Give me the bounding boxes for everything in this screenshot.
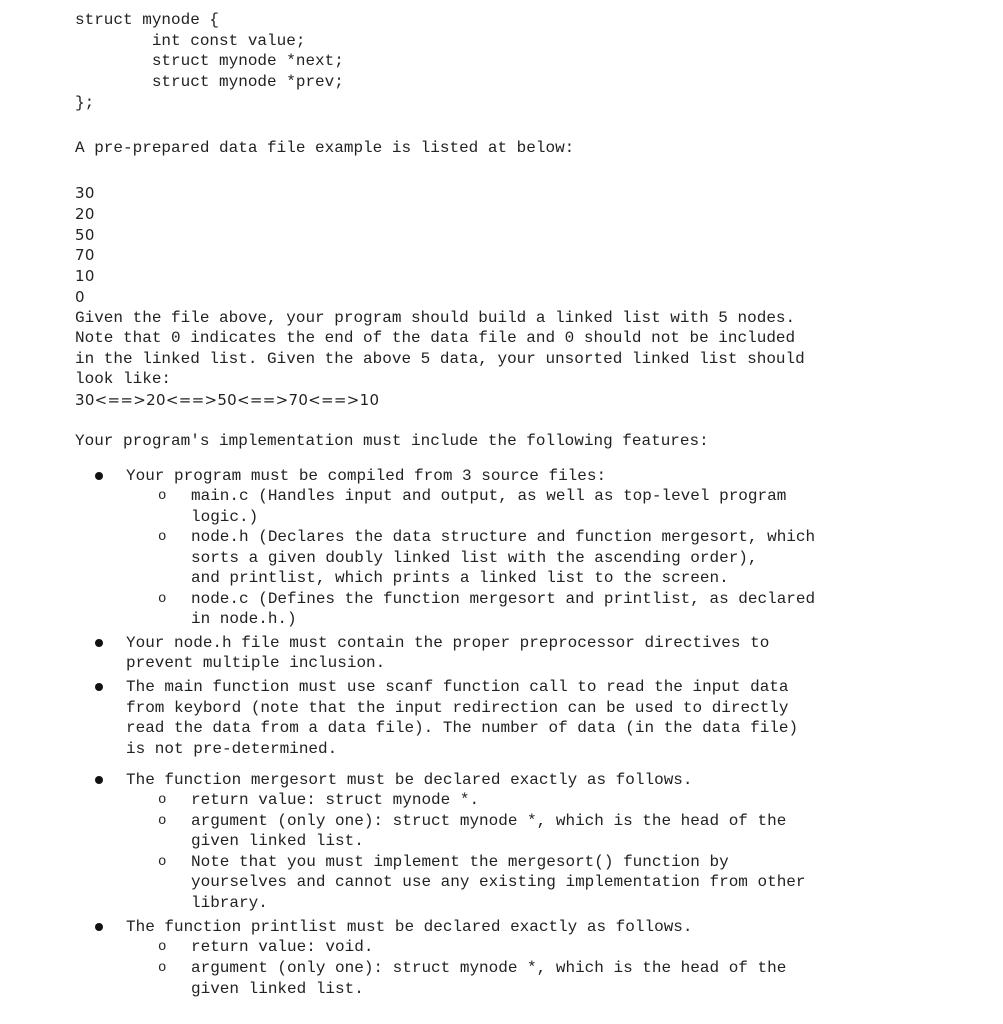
- feature-line: read the data from a data file). The number of data (in the data file): [126, 719, 799, 737]
- data-value: 10: [75, 267, 95, 285]
- explanation-line: Note that 0 indicates the end of the data file and 0 should not be included: [75, 329, 796, 347]
- subitem-line: node.c (Defines the function mergesort and printlist, as declared: [191, 590, 816, 608]
- subitem-line: in node.h.): [191, 610, 297, 628]
- circle-bullet-icon: o: [158, 813, 167, 829]
- code-line: int const value;: [75, 32, 306, 50]
- circle-bullet-icon: o: [158, 792, 167, 808]
- bullet-icon: [95, 923, 103, 931]
- subitem-line: given linked list.: [191, 980, 364, 998]
- feature-line: Your node.h file must contain the proper preprocessor directives to: [126, 634, 770, 652]
- circle-bullet-icon: o: [158, 591, 167, 607]
- subitem-line: argument (only one): struct mynode *, which is the head of the: [191, 959, 787, 977]
- bullet-icon: [95, 776, 103, 784]
- bullet-icon: [95, 683, 103, 691]
- subitem-line: main.c (Handles input and output, as well as top-level program: [191, 487, 787, 505]
- linked-list-example: 30<==>20<==>50<==>70<==>10: [75, 391, 380, 409]
- subitem-line: library.: [191, 894, 268, 912]
- intro-text: A pre-prepared data file example is listed at below:: [75, 139, 575, 157]
- explanation-line: look like:: [75, 370, 172, 388]
- subitem-line: and printlist, which prints a linked list to the screen.: [191, 569, 729, 587]
- data-value: 0: [75, 288, 85, 306]
- subitem-line: return value: struct mynode *.: [191, 791, 480, 809]
- data-value: 50: [75, 226, 95, 244]
- subitem-line: given linked list.: [191, 832, 364, 850]
- feature-line: from keybord (note that the input redirection can be used to directly: [126, 699, 789, 717]
- circle-bullet-icon: o: [158, 960, 167, 976]
- circle-bullet-icon: o: [158, 488, 167, 504]
- circle-bullet-icon: o: [158, 854, 167, 870]
- subitem-line: sorts a given doubly linked list with the ascending order),: [191, 549, 758, 567]
- bullet-icon: [95, 472, 103, 480]
- feature-line: is not pre-determined.: [126, 740, 338, 758]
- data-value: 70: [75, 246, 95, 264]
- circle-bullet-icon: o: [158, 939, 167, 955]
- bullet-icon: [95, 639, 103, 647]
- explanation-line: in the linked list. Given the above 5 data, your unsorted linked list should: [75, 350, 805, 368]
- feature-line: Your program must be compiled from 3 source files:: [126, 467, 607, 485]
- data-value: 30: [75, 184, 95, 202]
- code-line: struct mynode {: [75, 11, 220, 29]
- features-heading: Your program's implementation must include the following features:: [75, 432, 709, 450]
- subitem-line: node.h (Declares the data structure and function mergesort, which: [191, 528, 816, 546]
- feature-line: The function printlist must be declared exactly as follows.: [126, 918, 693, 936]
- subitem-line: yourselves and cannot use any existing implementation from other: [191, 873, 806, 891]
- subitem-line: Note that you must implement the mergesort() function by: [191, 853, 729, 871]
- explanation-line: Given the file above, your program should build a linked list with 5 nodes.: [75, 309, 796, 327]
- feature-line: The main function must use scanf function call to read the input data: [126, 678, 789, 696]
- subitem-line: argument (only one): struct mynode *, which is the head of the: [191, 812, 787, 830]
- feature-line: The function mergesort must be declared exactly as follows.: [126, 771, 693, 789]
- subitem-line: logic.): [191, 508, 259, 526]
- code-line: struct mynode *next;: [75, 52, 344, 70]
- data-value: 20: [75, 205, 95, 223]
- feature-line: prevent multiple inclusion.: [126, 654, 386, 672]
- code-line: struct mynode *prev;: [75, 73, 344, 91]
- subitem-line: return value: void.: [191, 938, 374, 956]
- circle-bullet-icon: o: [158, 529, 167, 545]
- code-line: };: [75, 94, 95, 112]
